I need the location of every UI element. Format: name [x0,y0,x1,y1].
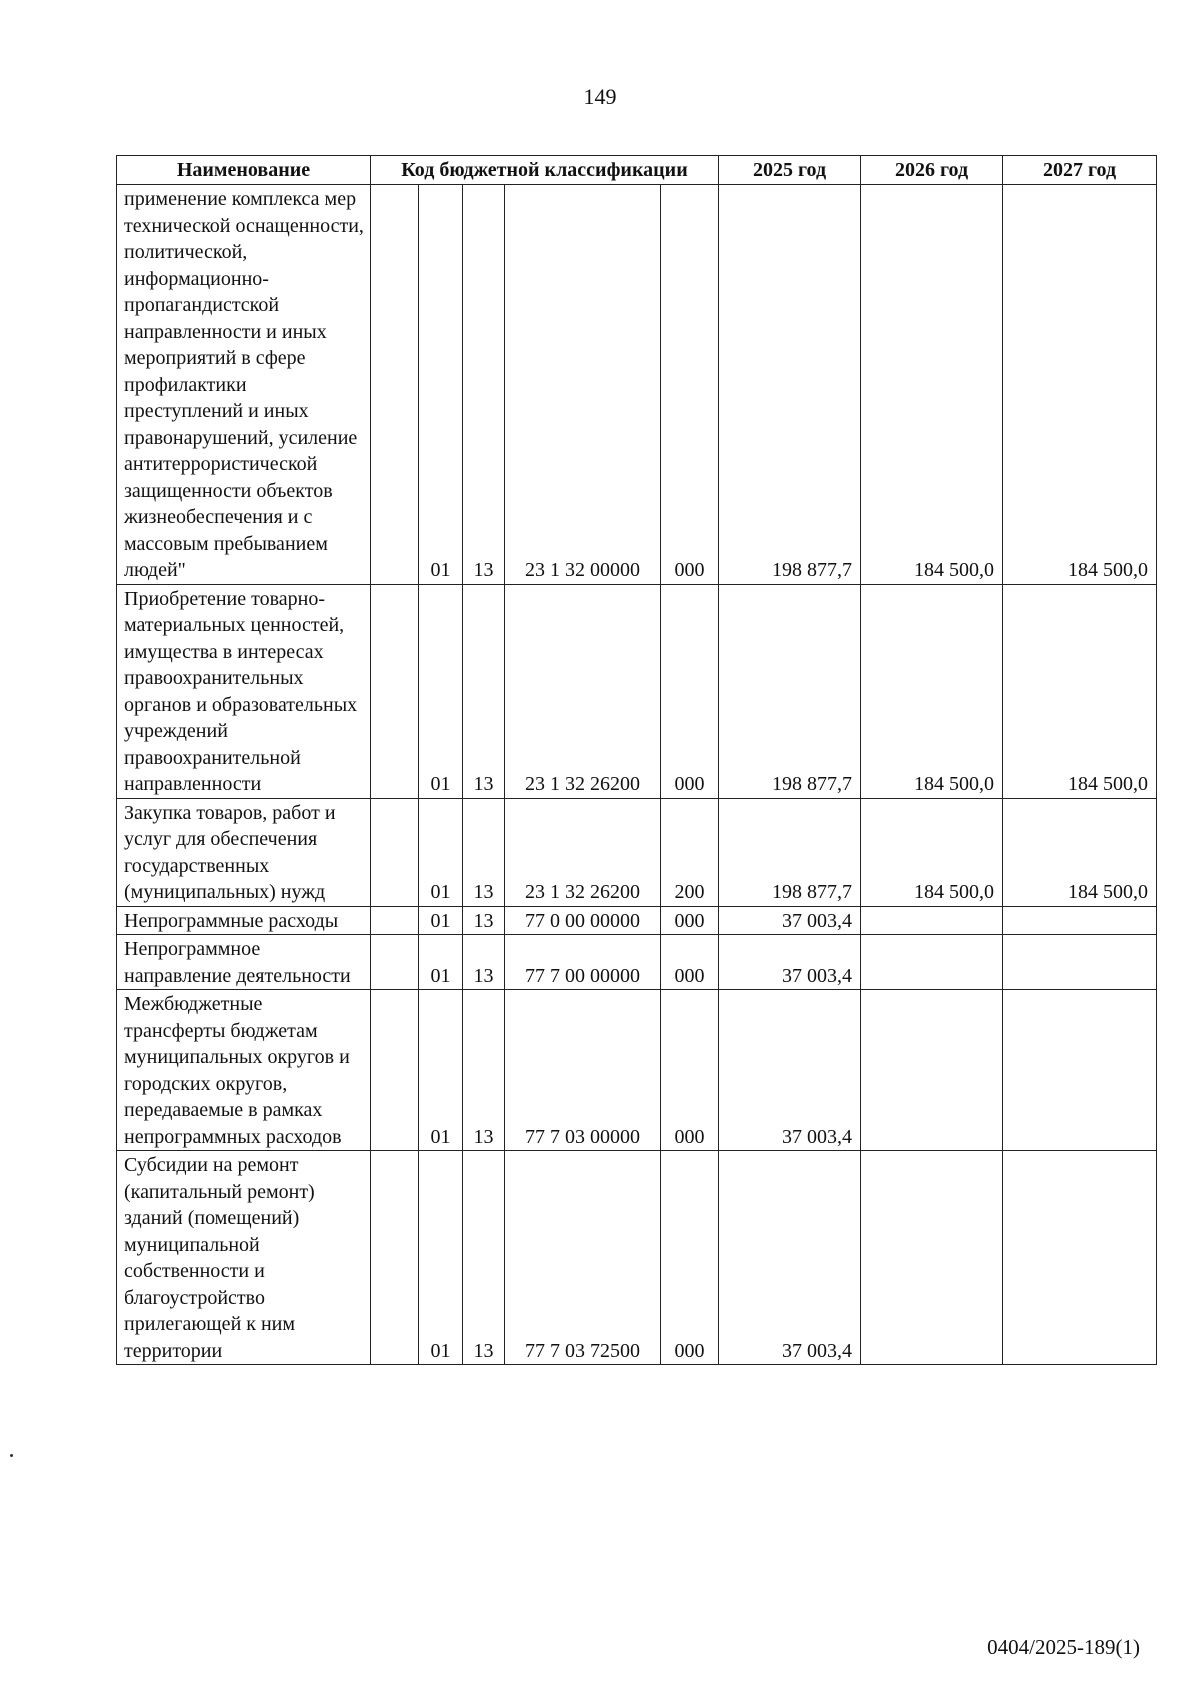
header-2026: 2026 год [861,156,1003,185]
row-expense-type-code: 200 [661,798,719,906]
header-2025: 2025 год [719,156,861,185]
row-section-code: 01 [419,990,463,1151]
row-amount-2027: 184 500,0 [1003,798,1157,906]
row-subsection-code: 13 [463,798,505,906]
row-target-code: 77 7 00 00000 [505,935,661,990]
row-ministry-code [371,584,419,798]
row-target-code: 23 1 32 26200 [505,798,661,906]
row-ministry-code [371,935,419,990]
row-name: применение комплекса мер технической оснащенности, политической, информационно-пропагандистской направленности и иных мероприятий в сфере профилактики преступлений и иных правонарушений, усиление антитеррористической защищенности объектов жизнеобеспечения и с массовым пребыванием людей" [117,185,371,585]
row-subsection-code: 13 [463,990,505,1151]
row-section-code: 01 [419,1151,463,1365]
row-section-code: 01 [419,584,463,798]
table-row [117,798,1157,906]
row-amount-2026: 184 500,0 [861,185,1003,585]
row-ministry-code [371,798,419,906]
row-amount-2025: 198 877,7 [719,584,861,798]
row-amount-2025: 37 003,4 [719,906,861,935]
row-amount-2025: 37 003,4 [719,935,861,990]
row-section-code: 01 [419,798,463,906]
row-amount-2025: 37 003,4 [719,990,861,1151]
row-amount-2026 [861,1151,1003,1365]
row-ministry-code [371,906,419,935]
row-name: Непрограммное направление деятельности [117,935,371,990]
header-row [117,156,1157,185]
row-ministry-code [371,990,419,1151]
budget-table [116,155,1157,1365]
header-2027: 2027 год [1003,156,1157,185]
table-row [117,935,1157,990]
row-section-code: 01 [419,185,463,585]
row-name: Субсидии на ремонт (капитальный ремонт) зданий (помещений) муниципальной собственности и благоустройство прилегающей к ним территории [117,1151,371,1365]
row-target-code: 77 0 00 00000 [505,906,661,935]
page-number: 149 [583,84,617,109]
row-ministry-code [371,1151,419,1365]
row-expense-type-code: 000 [661,1151,719,1365]
row-amount-2026: 184 500,0 [861,584,1003,798]
row-expense-type-code: 000 [661,935,719,990]
row-amount-2027: 184 500,0 [1003,185,1157,585]
table-row [117,1151,1157,1365]
row-section-code: 01 [419,906,463,935]
table-row [117,584,1157,798]
row-amount-2027 [1003,990,1157,1151]
table-row [117,906,1157,935]
row-amount-2027 [1003,906,1157,935]
row-target-code: 23 1 32 26200 [505,584,661,798]
row-subsection-code: 13 [463,584,505,798]
row-amount-2026 [861,906,1003,935]
row-subsection-code: 13 [463,185,505,585]
row-target-code: 23 1 32 00000 [505,185,661,585]
row-target-code: 77 7 03 00000 [505,990,661,1151]
row-expense-type-code: 000 [661,990,719,1151]
table-row [117,990,1157,1151]
header-name: Наименование [117,156,371,185]
row-amount-2026: 184 500,0 [861,798,1003,906]
row-name: Закупка товаров, работ и услуг для обеспечения государственных (муниципальных) нужд [117,798,371,906]
row-subsection-code: 13 [463,1151,505,1365]
header-budget-code: Код бюджетной классификации [371,156,719,185]
row-expense-type-code: 000 [661,906,719,935]
row-amount-2027: 184 500,0 [1003,584,1157,798]
row-expense-type-code: 000 [661,185,719,585]
row-amount-2026 [861,935,1003,990]
row-target-code: 77 7 03 72500 [505,1151,661,1365]
row-amount-2027 [1003,935,1157,990]
row-name: Приобретение товарно-материальных ценностей, имущества в интересах правоохранительных органов и образовательных учреждений правоохранительной направленности [117,584,371,798]
row-amount-2026 [861,990,1003,1151]
row-name: Непрограммные расходы [117,906,371,935]
row-amount-2025: 198 877,7 [719,798,861,906]
document-code: 0404/2025-189(1) [987,1635,1140,1659]
row-subsection-code: 13 [463,935,505,990]
row-amount-2027 [1003,1151,1157,1365]
row-subsection-code: 13 [463,906,505,935]
table-body [117,185,1157,1365]
row-amount-2025: 198 877,7 [719,185,861,585]
row-section-code: 01 [419,935,463,990]
row-expense-type-code: 000 [661,584,719,798]
row-amount-2025: 37 003,4 [719,1151,861,1365]
row-ministry-code [371,185,419,585]
table-row [117,185,1157,585]
margin-mark [10,1454,13,1457]
row-name: Межбюджетные трансферты бюджетам муниципальных округов и городских округов, передаваемые в рамках непрограммных расходов [117,990,371,1151]
